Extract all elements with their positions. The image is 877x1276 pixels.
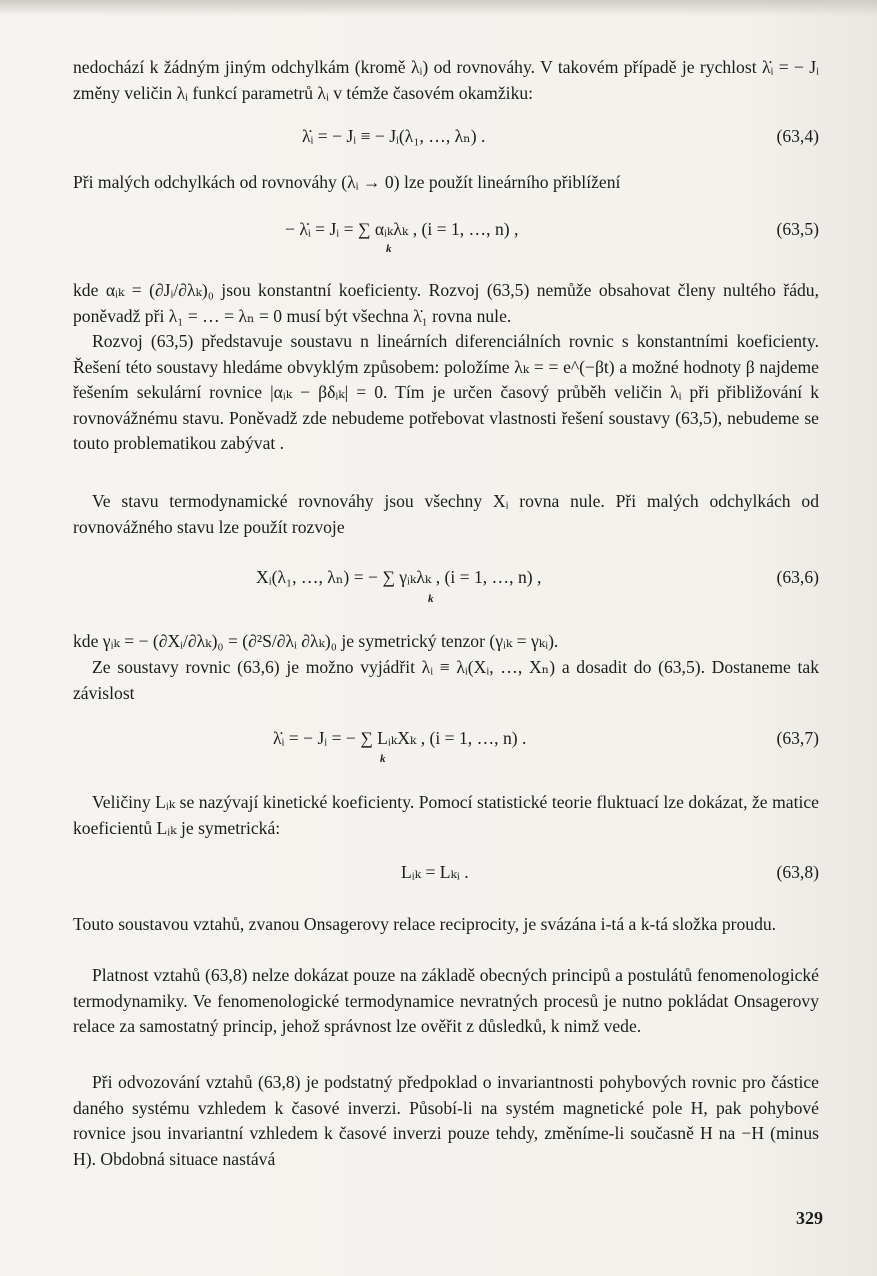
- paragraph: Při malých odchylkách od rovnováhy (λᵢ → 0) lze použít lineárního přiblížení: [73, 172, 621, 192]
- paragraph: kde αᵢₖ = (∂Jᵢ/∂λₖ)₀ jsou konstantní koeficienty. Rozvoj (63,5) nemůže obsahovat členy nultého řádu, poněvadž při λ₁ = … = λₙ = 0 musí být všechna λ̇₁ rovna nule.: [73, 280, 819, 326]
- paragraph: Rozvoj (63,5) představuje soustavu n lineárních diferenciálních rovnic s konstantními koeficienty. Řešení této soustavy hledáme obvyklým způsobem: položíme λₖ = = e^(−βt) a možné hodnoty β najdeme řešením sekulární rovnice |αᵢₖ − βδᵢₖ| = 0. Tím je určen časový průběh veličin λᵢ při přibližování k rovnovážnému stavu. Poněvadž zde nebudeme potřebovat vlastnosti řešení soustavy (63,5), nebudeme se touto problematikou zabývat .: [73, 331, 819, 453]
- equation-number: (63,8): [776, 862, 819, 882]
- equation-63-5: [73, 219, 819, 255]
- equation-formula: Lᵢₖ = Lₖᵢ .: [401, 862, 469, 882]
- equation-63-7: [73, 728, 819, 765]
- equation-formula: λ̇ᵢ = − Jᵢ ≡ − Jᵢ(λ₁, …, λₙ) .: [302, 126, 486, 146]
- equation-number: (63,7): [776, 728, 819, 748]
- paragraph: Ve stavu termodynamické rovnováhy jsou všechny Xᵢ rovna nule. Při malých odchylkách od rovnovážného stavu lze použít rozvoje: [73, 491, 819, 537]
- paragraph: kde γᵢₖ = − (∂Xᵢ/∂λₖ)₀ = (∂²S/∂λᵢ ∂λₖ)₀ je symetrický tenzor (γᵢₖ = γₖᵢ).: [73, 631, 559, 651]
- sum-index: k: [428, 593, 434, 605]
- page-number: 329: [796, 1208, 823, 1228]
- paragraph: Při odvozování vztahů (63,8) je podstatný předpoklad o invariantnosti pohybových rovnic pro částice daného systému vzhledem k časové inverzi. Působí-li na systém magnetické pole H, pak pohybové rovnice jsou invariantní vzhledem k časové inverzi pouze tehdy, změníme-li současně H na −H (minus H). Obdobná situace nastává: [73, 1072, 819, 1169]
- paragraph: Veličiny Lᵢₖ se nazývají kinetické koeficienty. Pomocí statistické teorie fluktuací lze dokázat, že matice koeficientů Lᵢₖ je symetrická:: [73, 792, 819, 838]
- equation-63-6: [73, 567, 819, 605]
- equation-formula: − λ̇ᵢ = Jᵢ = ∑ αᵢₖλₖ , (i = 1, …, n) ,: [285, 219, 519, 239]
- paragraph: Touto soustavou vztahů, zvanou Onsagerovy relace reciprocity, je svázána i-tá a k-tá složka proudu.: [73, 914, 777, 934]
- paragraph: Platnost vztahů (63,8) nelze dokázat pouze na základě obecných principů a postulátů fenomenologické termodynamiky. Ve fenomenologické termodynamice nevratných procesů je nutno pokládat Onsagerovy relace za samostatný princip, jehož správnost lze ověřit z důsledků, k nimž vede.: [73, 965, 819, 1036]
- equation-formula: Xᵢ(λ₁, …, λₙ) = − ∑ γᵢₖλₖ , (i = 1, …, n) ,: [256, 567, 542, 587]
- equation-number: (63,5): [776, 219, 819, 239]
- equation-number: (63,6): [776, 567, 819, 587]
- paragraph-continuation: nedochází k žádným jiným odchylkám (kromě λᵢ) od rovnováhy. V takovém případě je rychlost λ̇ᵢ = − Jᵢ změny veličin λᵢ funkcí parametrů λᵢ v témže časovém okamžiku:: [73, 57, 819, 103]
- equation-number: (63,4): [776, 126, 819, 146]
- sum-index: k: [386, 243, 392, 255]
- equation-63-8: [73, 862, 819, 890]
- paragraph: Ze soustavy rovnic (63,6) je možno vyjádřit λᵢ ≡ λᵢ(Xᵢ, …, Xₙ) a dosadit do (63,5). Dostaneme tak závislost: [73, 657, 819, 703]
- equation-63-4: [73, 126, 819, 154]
- sum-index: k: [380, 753, 386, 765]
- equation-formula: λ̇ᵢ = − Jᵢ = − ∑ LᵢₖXₖ , (i = 1, …, n) .: [273, 728, 527, 748]
- scan-shadow: [0, 0, 877, 16]
